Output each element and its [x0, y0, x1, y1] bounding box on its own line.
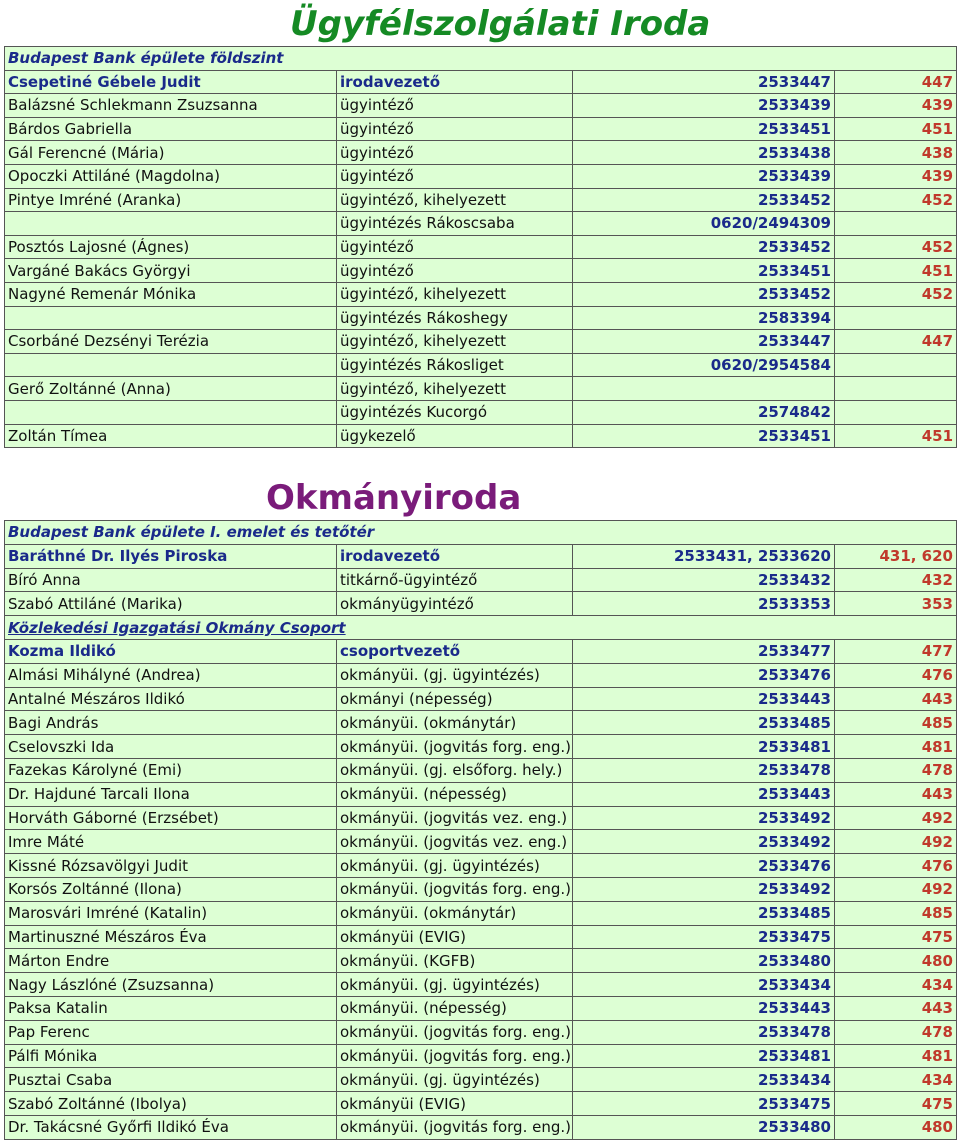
- table-row: [5, 188, 957, 212]
- staff-role: okmányüi. (gj. ügyintézés): [337, 973, 573, 997]
- table-row: [5, 830, 957, 854]
- staff-phone: 2533476: [573, 854, 835, 878]
- staff-name: Zoltán Tímea: [5, 424, 337, 448]
- staff-extension: 476: [835, 854, 957, 878]
- table-row: [5, 94, 957, 118]
- staff-phone: 2533443: [573, 782, 835, 806]
- staff-role: titkárnő-ügyintéző: [337, 568, 573, 592]
- table-row: [5, 592, 957, 616]
- staff-phone: 2533485: [573, 711, 835, 735]
- staff-extension: 443: [835, 687, 957, 711]
- table-row: [5, 663, 957, 687]
- staff-extension: 481: [835, 1044, 957, 1068]
- staff-role: okmányüi. (népesség): [337, 782, 573, 806]
- staff-role: ügyintéző: [337, 117, 573, 141]
- section2-table: [4, 520, 957, 1140]
- staff-name: Szabó Zoltánné (Ibolya): [5, 1092, 337, 1116]
- table-row: [5, 568, 957, 592]
- staff-extension: 443: [835, 782, 957, 806]
- staff-extension: 447: [835, 70, 957, 94]
- staff-extension: 452: [835, 282, 957, 306]
- section1-title-band: [4, 2, 956, 46]
- staff-phone: 2533439: [573, 164, 835, 188]
- staff-role: okmányüi. (jogvitás forg. eng.): [337, 1020, 573, 1044]
- staff-name: Dr. Hajduné Tarcali Ilona: [5, 782, 337, 806]
- table-row: [5, 901, 957, 925]
- staff-phone: 2533447: [573, 70, 835, 94]
- staff-extension: 477: [835, 639, 957, 663]
- staff-role: ügyintéző, kihelyezett: [337, 330, 573, 354]
- table-row: [5, 212, 957, 236]
- section2-title: Okmányiroda: [266, 478, 522, 518]
- staff-role: ügyintéző: [337, 141, 573, 165]
- staff-phone: [573, 377, 835, 401]
- staff-role: okmányüi. (KGFB): [337, 949, 573, 973]
- table-row: [5, 400, 957, 424]
- staff-name: Nagyné Remenár Mónika: [5, 282, 337, 306]
- table-row: [5, 735, 957, 759]
- staff-role: okmányüi. (okmánytár): [337, 901, 573, 925]
- staff-phone: 2533434: [573, 1068, 835, 1092]
- staff-extension: [835, 306, 957, 330]
- table-row: [5, 758, 957, 782]
- staff-extension: 438: [835, 141, 957, 165]
- staff-role: ügykezelő: [337, 424, 573, 448]
- table-row: [5, 687, 957, 711]
- staff-extension: 475: [835, 1092, 957, 1116]
- staff-role: okmányüi. (jogvitás vez. eng.): [337, 806, 573, 830]
- staff-role: okmányüi (EVIG): [337, 925, 573, 949]
- staff-role: okmányüi. (népesség): [337, 996, 573, 1020]
- staff-phone: 2533439: [573, 94, 835, 118]
- staff-extension: 443: [835, 996, 957, 1020]
- section1-title: Ügyfélszolgálati Iroda: [290, 4, 711, 44]
- staff-name: Pálfi Mónika: [5, 1044, 337, 1068]
- staff-phone: 2533447: [573, 330, 835, 354]
- staff-role: okmányüi (EVIG): [337, 1092, 573, 1116]
- staff-name: Nagy Lászlóné (Zsuzsanna): [5, 973, 337, 997]
- staff-extension: 353: [835, 592, 957, 616]
- staff-role: okmányüi. (jogvitás forg. eng.): [337, 735, 573, 759]
- staff-role: okmányüi. (gj. ügyintézés): [337, 663, 573, 687]
- section2-title-band: [4, 476, 956, 520]
- table-row: [5, 925, 957, 949]
- table-row: [5, 1115, 957, 1139]
- table-row: [5, 330, 957, 354]
- table-row: [5, 141, 957, 165]
- table-row: [5, 164, 957, 188]
- staff-role: ügyintéző, kihelyezett: [337, 188, 573, 212]
- staff-extension: 432: [835, 568, 957, 592]
- staff-role: ügyintéző: [337, 235, 573, 259]
- staff-name: Balázsné Schlekmann Zsuzsanna: [5, 94, 337, 118]
- staff-extension: 485: [835, 901, 957, 925]
- subsection-heading: Közlekedési Igazgatási Okmány Csoport: [5, 616, 957, 640]
- staff-name: Fazekas Károlyné (Emi): [5, 758, 337, 782]
- staff-phone: 2533478: [573, 758, 835, 782]
- staff-name: Korsós Zoltánné (Ilona): [5, 877, 337, 901]
- table-row: [5, 544, 957, 568]
- staff-name: Kissné Rózsavölgyi Judit: [5, 854, 337, 878]
- table-row: [5, 353, 957, 377]
- staff-phone: 2533492: [573, 877, 835, 901]
- staff-extension: 492: [835, 877, 957, 901]
- section2-location: Budapest Bank épülete I. emelet és tetőtér: [5, 521, 957, 545]
- table-row: [5, 877, 957, 901]
- staff-phone: 2533476: [573, 663, 835, 687]
- staff-phone: 2533475: [573, 1092, 835, 1116]
- staff-role: okmányi (népesség): [337, 687, 573, 711]
- staff-phone: 2533481: [573, 735, 835, 759]
- staff-extension: 447: [835, 330, 957, 354]
- staff-extension: 480: [835, 1115, 957, 1139]
- section1-location: Budapest Bank épülete földszint: [5, 47, 957, 71]
- staff-role: okmányüi. (jogvitás forg. eng.): [337, 877, 573, 901]
- table-row: [5, 306, 957, 330]
- staff-name: Csepetiné Gébele Judit: [5, 70, 337, 94]
- staff-phone: 2533485: [573, 901, 835, 925]
- staff-extension: 439: [835, 164, 957, 188]
- staff-extension: 439: [835, 94, 957, 118]
- staff-role: irodavezető: [337, 70, 573, 94]
- staff-extension: 431, 620: [835, 544, 957, 568]
- table-row: [5, 711, 957, 735]
- staff-name: Márton Endre: [5, 949, 337, 973]
- table-row: [5, 424, 957, 448]
- staff-extension: 492: [835, 806, 957, 830]
- staff-extension: [835, 377, 957, 401]
- table-row: [5, 973, 957, 997]
- staff-role: ügyintéző: [337, 259, 573, 283]
- table-row: [5, 70, 957, 94]
- staff-extension: [835, 353, 957, 377]
- staff-name: Csorbáné Dezsényi Terézia: [5, 330, 337, 354]
- staff-name: [5, 212, 337, 236]
- table-row: [5, 282, 957, 306]
- staff-role: ügyintéző: [337, 164, 573, 188]
- staff-role: okmányüi. (jogvitás forg. eng.): [337, 1044, 573, 1068]
- staff-role: okmányüi. (jogvitás vez. eng.): [337, 830, 573, 854]
- table-row: [5, 806, 957, 830]
- staff-phone: 2583394: [573, 306, 835, 330]
- staff-name: Posztós Lajosné (Ágnes): [5, 235, 337, 259]
- table-row: [5, 782, 957, 806]
- table-row: [5, 117, 957, 141]
- section1-table: [4, 46, 957, 448]
- staff-role: okmányüi. (gj. ügyintézés): [337, 1068, 573, 1092]
- staff-role: ügyintéző, kihelyezett: [337, 282, 573, 306]
- staff-extension: 476: [835, 663, 957, 687]
- staff-name: Bíró Anna: [5, 568, 337, 592]
- staff-role: ügyintézés Rákoscsaba: [337, 212, 573, 236]
- staff-phone: 2533477: [573, 639, 835, 663]
- staff-phone: 2533434: [573, 973, 835, 997]
- staff-phone: 2533431, 2533620: [573, 544, 835, 568]
- staff-role: ügyintézés Rákosliget: [337, 353, 573, 377]
- staff-phone: 2533451: [573, 117, 835, 141]
- staff-name: [5, 400, 337, 424]
- table-row: [5, 949, 957, 973]
- staff-phone: 0620/2954584: [573, 353, 835, 377]
- staff-extension: 451: [835, 259, 957, 283]
- staff-role: ügyintéző: [337, 94, 573, 118]
- staff-name: Horváth Gáborné (Erzsébet): [5, 806, 337, 830]
- staff-phone: 2533480: [573, 949, 835, 973]
- staff-extension: 485: [835, 711, 957, 735]
- staff-extension: 434: [835, 973, 957, 997]
- staff-role: okmányüi. (gj. elsőforg. hely.): [337, 758, 573, 782]
- table-row: [5, 377, 957, 401]
- staff-phone: 0620/2494309: [573, 212, 835, 236]
- staff-name: Paksa Katalin: [5, 996, 337, 1020]
- staff-name: Szabó Attiláné (Marika): [5, 592, 337, 616]
- staff-extension: 478: [835, 1020, 957, 1044]
- table-row: [5, 1044, 957, 1068]
- staff-name: Dr. Takácsné Győrfi Ildikó Éva: [5, 1115, 337, 1139]
- staff-role: okmányüi. (okmánytár): [337, 711, 573, 735]
- staff-name: Martinuszné Mészáros Éva: [5, 925, 337, 949]
- staff-phone: 2533452: [573, 282, 835, 306]
- staff-name: [5, 353, 337, 377]
- staff-role: okmányügyintéző: [337, 592, 573, 616]
- staff-extension: [835, 400, 957, 424]
- staff-extension: 481: [835, 735, 957, 759]
- staff-name: Bagi András: [5, 711, 337, 735]
- staff-name: Pintye Imréné (Aranka): [5, 188, 337, 212]
- staff-name: Bárdos Gabriella: [5, 117, 337, 141]
- table-row: [5, 996, 957, 1020]
- staff-name: Almási Mihályné (Andrea): [5, 663, 337, 687]
- staff-name: Kozma Ildikó: [5, 639, 337, 663]
- staff-extension: 492: [835, 830, 957, 854]
- staff-name: [5, 306, 337, 330]
- staff-phone: 2533481: [573, 1044, 835, 1068]
- staff-phone: 2533438: [573, 141, 835, 165]
- staff-phone: 2574842: [573, 400, 835, 424]
- staff-role: ügyintézés Kucorgó: [337, 400, 573, 424]
- staff-name: Gerő Zoltánné (Anna): [5, 377, 337, 401]
- staff-phone: 2533452: [573, 235, 835, 259]
- staff-extension: [835, 212, 957, 236]
- staff-phone: 2533432: [573, 568, 835, 592]
- staff-extension: 451: [835, 117, 957, 141]
- staff-extension: 452: [835, 188, 957, 212]
- staff-phone: 2533475: [573, 925, 835, 949]
- staff-phone: 2533492: [573, 830, 835, 854]
- staff-name: Pusztai Csaba: [5, 1068, 337, 1092]
- staff-role: csoportvezető: [337, 639, 573, 663]
- table-row: [5, 854, 957, 878]
- staff-phone: 2533452: [573, 188, 835, 212]
- table-row: [5, 639, 957, 663]
- staff-extension: 452: [835, 235, 957, 259]
- table-row: [5, 1068, 957, 1092]
- staff-phone: 2533451: [573, 259, 835, 283]
- staff-role: okmányüi. (gj. ügyintézés): [337, 854, 573, 878]
- staff-role: okmányüi. (jogvitás forg. eng.): [337, 1115, 573, 1139]
- staff-phone: 2533451: [573, 424, 835, 448]
- staff-name: Baráthné Dr. Ilyés Piroska: [5, 544, 337, 568]
- staff-name: Cselovszki Ida: [5, 735, 337, 759]
- staff-extension: 434: [835, 1068, 957, 1092]
- staff-extension: 475: [835, 925, 957, 949]
- staff-phone: 2533353: [573, 592, 835, 616]
- staff-role: ügyintézés Rákoshegy: [337, 306, 573, 330]
- table-row: [5, 1020, 957, 1044]
- staff-name: Pap Ferenc: [5, 1020, 337, 1044]
- staff-phone: 2533443: [573, 996, 835, 1020]
- staff-name: Vargáné Bakács Györgyi: [5, 259, 337, 283]
- staff-role: ügyintéző, kihelyezett: [337, 377, 573, 401]
- staff-phone: 2533480: [573, 1115, 835, 1139]
- staff-role: irodavezető: [337, 544, 573, 568]
- table-row: [5, 235, 957, 259]
- staff-name: Gál Ferencné (Mária): [5, 141, 337, 165]
- staff-name: Opoczki Attiláné (Magdolna): [5, 164, 337, 188]
- staff-phone: 2533492: [573, 806, 835, 830]
- staff-extension: 451: [835, 424, 957, 448]
- staff-extension: 480: [835, 949, 957, 973]
- staff-phone: 2533443: [573, 687, 835, 711]
- table-row: [5, 259, 957, 283]
- staff-extension: 478: [835, 758, 957, 782]
- staff-phone: 2533478: [573, 1020, 835, 1044]
- staff-name: Antalné Mészáros Ildikó: [5, 687, 337, 711]
- staff-name: Imre Máté: [5, 830, 337, 854]
- table-row: [5, 1092, 957, 1116]
- staff-name: Marosvári Imréné (Katalin): [5, 901, 337, 925]
